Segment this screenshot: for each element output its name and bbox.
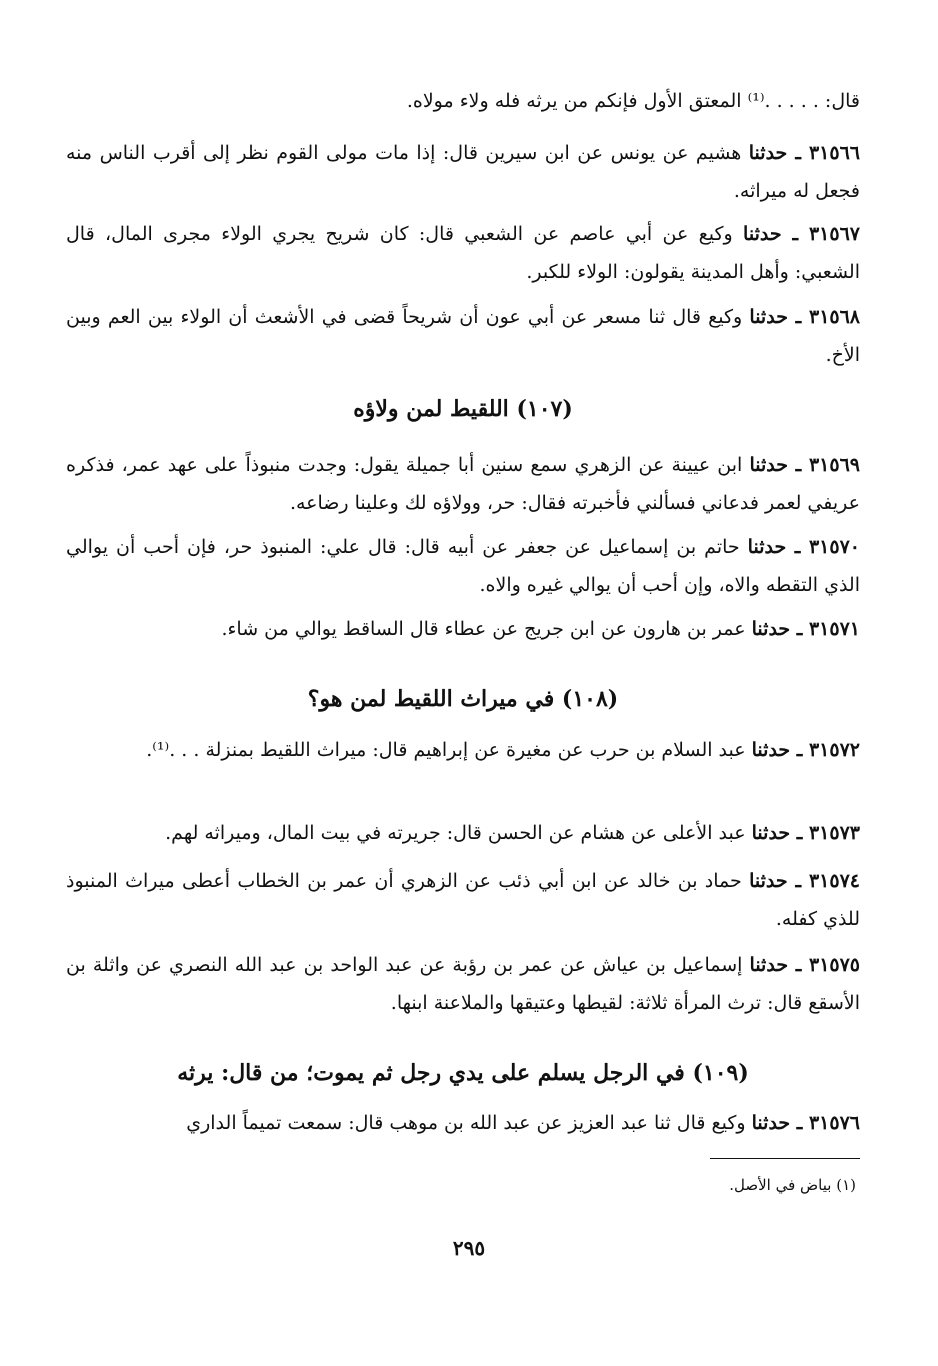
hadith-number: ٣١٥٦٨ bbox=[808, 306, 861, 328]
hadith-31572 bbox=[66, 731, 860, 769]
hadith-text: وكيع عن أبي عاصم عن الشعبي قال: كان شريح يجري الولاء مجرى المال، قال الشعبي: وأهل المدينة يقولون: الولاء للكبر. bbox=[66, 223, 860, 283]
chapter-heading-108: (١٠٨) في ميراث اللقيط لمن هو؟ bbox=[307, 686, 619, 712]
chapter-heading-107: (١٠٧) اللقيط لمن ولاؤه bbox=[353, 396, 573, 422]
hadith-text: ابن عيينة عن الزهري سمع سنين أبا جميلة يقول: وجدت منبوذاً على عهد عمر، فذكره عريفي لعمر فدعاني فسألني فأخبرته فقال: حر، وولاؤه لك وعلينا رضاعه. bbox=[66, 454, 860, 514]
footnote: (١) بياض في الأصل. bbox=[729, 1176, 856, 1194]
hadith-text: وكيع قال ثنا عبد العزيز عن عبد الله بن موهب قال: سمعت تميماً الداري bbox=[186, 1112, 752, 1134]
hadith-text: عبد السلام بن حرب عن مغيرة عن إبراهيم قال: ميراث اللقيط بمنزلة . . .⁽¹⁾. bbox=[146, 739, 752, 761]
hadith-lead: ـ حدثنا bbox=[749, 870, 809, 892]
hadith-text: هشيم عن يونس عن ابن سيرين قال: إذا مات مولى القوم نظر إلى أقرب الناس منه فجعل له ميراثه. bbox=[66, 142, 860, 202]
hadith-text: عمر بن هارون عن ابن جريج عن عطاء قال الساقط يوالي من شاء. bbox=[221, 618, 752, 640]
hadith-lead: ـ حدثنا bbox=[749, 954, 809, 976]
hadith-31570 bbox=[66, 528, 860, 604]
hadith-number: ٣١٥٧٥ bbox=[808, 954, 861, 976]
hadith-lead: ـ حدثنا bbox=[751, 739, 809, 761]
chapter-heading-109: (١٠٩) في الرجل يسلم على يدي رجل ثم يموت؛ من قال: يرثه bbox=[177, 1060, 749, 1086]
hadith-31571 bbox=[66, 610, 860, 648]
hadith-text: إسماعيل بن عياش عن عمر بن رؤبة عن عبد الواحد بن عبد الله النصري عن واثلة بن الأسقع قال: ترث المرأة ثلاثة: لقيطها وعتيقها والملاعنة ابنها. bbox=[66, 954, 860, 1014]
hadith-31573 bbox=[66, 814, 860, 852]
page-number: ٢٩٥ bbox=[452, 1236, 486, 1260]
hadith-lead: ـ حدثنا bbox=[751, 618, 809, 640]
hadith-31574 bbox=[66, 862, 860, 938]
hadith-number: ٣١٥٧٤ bbox=[808, 870, 860, 892]
hadith-lead: ـ حدثنا bbox=[747, 536, 809, 558]
hadith-number: ٣١٥٧٣ bbox=[808, 822, 860, 844]
hadith-number: ٣١٥٦٧ bbox=[808, 223, 860, 245]
hadith-number: ٣١٥٦٩ bbox=[808, 454, 860, 476]
hadith-lead: ـ حدثنا bbox=[749, 454, 809, 476]
hadith-text: حاتم بن إسماعيل عن جعفر عن أبيه قال: قال علي: المنبوذ حر، فإن أحب أن يوالي الذي التقطه والاه، وإن أحب أن يوالي غيره والاه. bbox=[66, 536, 860, 596]
hadith-31568 bbox=[66, 298, 860, 374]
hadith-31569 bbox=[66, 446, 860, 522]
hadith-lead: ـ حدثنا bbox=[748, 142, 809, 164]
paragraph-continuation bbox=[66, 82, 860, 120]
hadith-lead: ـ حدثنا bbox=[751, 822, 809, 844]
hadith-number: ٣١٥٧١ bbox=[808, 618, 860, 640]
hadith-31567 bbox=[66, 215, 860, 291]
hadith-31566 bbox=[66, 134, 860, 210]
hadith-number: ٣١٥٧٦ bbox=[808, 1112, 860, 1134]
hadith-lead: ـ حدثنا bbox=[749, 306, 809, 328]
hadith-number: ٣١٥٧٠ bbox=[808, 536, 860, 558]
hadith-text: وكيع قال ثنا مسعر عن أبي عون أن شريحاً قضى في الأشعث أن الولاء بين العم وبين الأخ. bbox=[66, 306, 860, 366]
hadith-31576 bbox=[66, 1104, 860, 1142]
hadith-text: حماد بن خالد عن ابن أبي ذئب عن الزهري أن عمر بن الخطاب أعطى ميراث المنبوذ للذي كفله. bbox=[66, 870, 860, 930]
paragraph-text: قال: . . . . .⁽¹⁾ المعتق الأول فإنكم من يرثه فله ولاء مولاه. bbox=[406, 90, 860, 112]
hadith-number: ٣١٥٦٦ bbox=[808, 142, 860, 164]
hadith-31575 bbox=[66, 946, 860, 1022]
hadith-lead: ـ حدثنا bbox=[743, 223, 809, 245]
hadith-number: ٣١٥٧٢ bbox=[808, 739, 860, 761]
footnote-divider bbox=[710, 1158, 860, 1159]
hadith-lead: ـ حدثنا bbox=[751, 1112, 809, 1134]
hadith-text: عبد الأعلى عن هشام عن الحسن قال: جريرته في بيت المال، وميراثه لهم. bbox=[165, 822, 752, 844]
